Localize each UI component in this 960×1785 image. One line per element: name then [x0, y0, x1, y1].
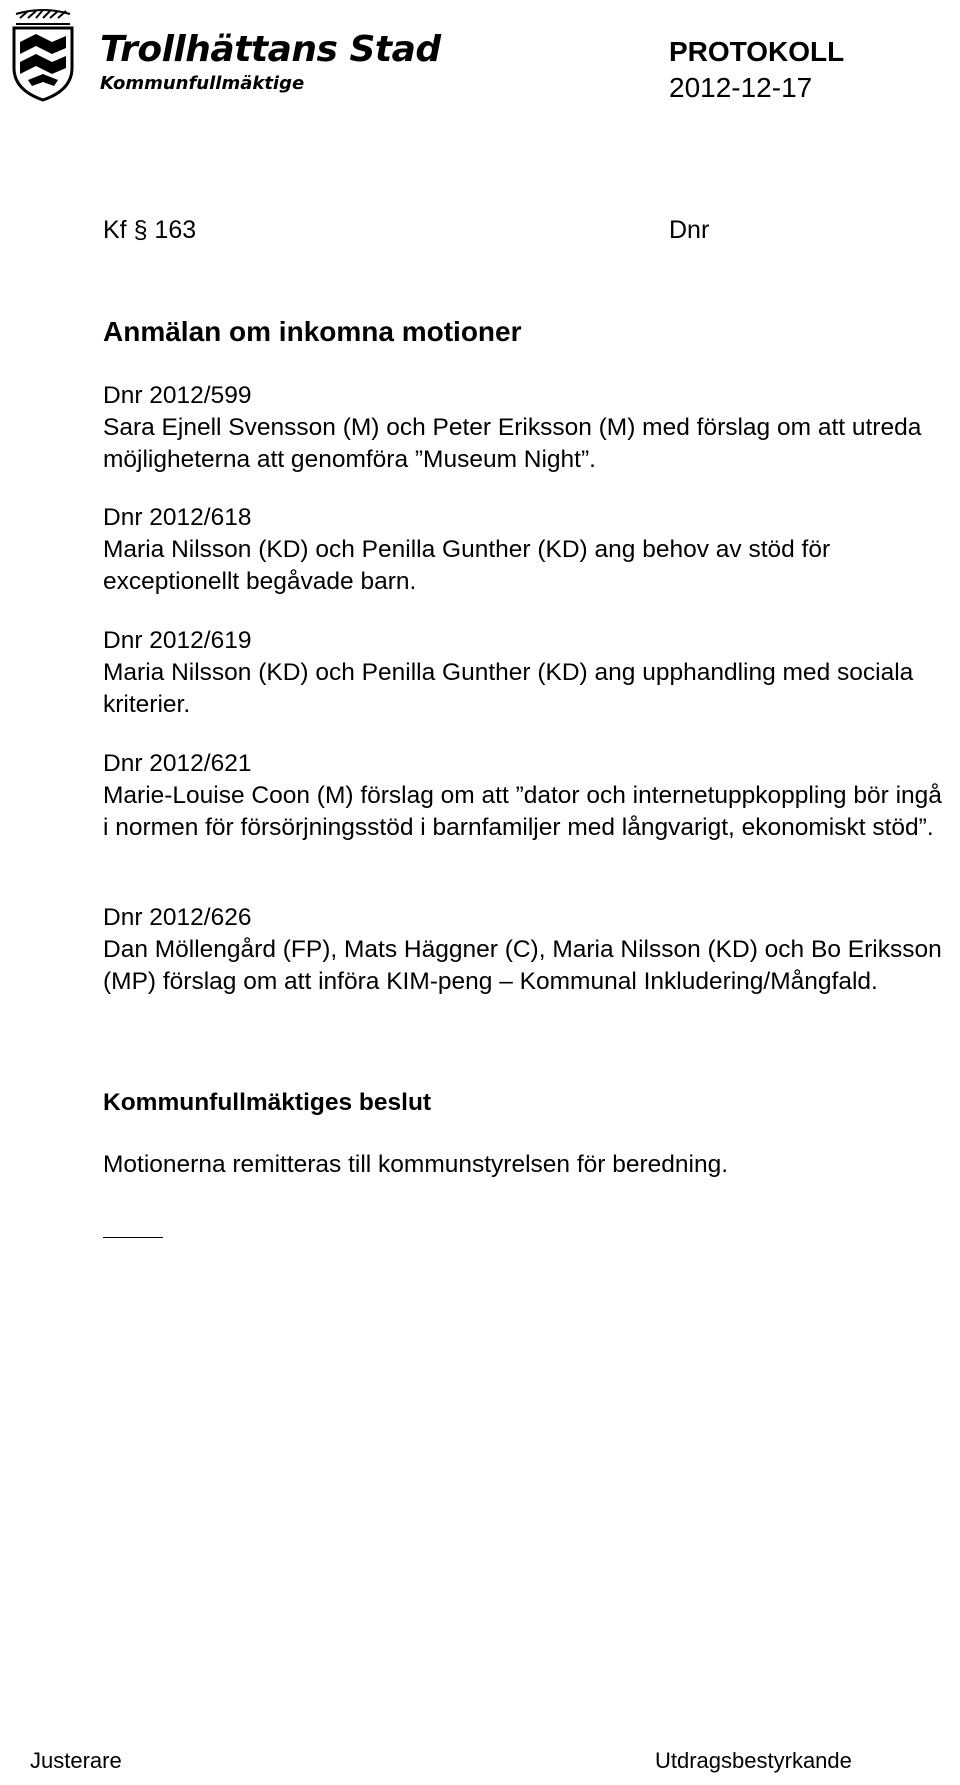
motion-text: Maria Nilsson (KD) och Penilla Gunther (KD) ang upphandling med sociala kriterier.	[103, 659, 914, 718]
motion-text: Maria Nilsson (KD) och Penilla Gunther (KD) ang behov av stöd för exceptionellt begåvade barn.	[103, 536, 831, 595]
motion-dnr: Dnr 2012/618	[103, 504, 252, 531]
org-unit: Kommunfullmäktige	[100, 73, 305, 94]
footer-utdragsbestyrkande: Utdragsbestyrkande	[655, 1748, 852, 1773]
motion-item	[103, 380, 943, 476]
paragraph-number: Kf § 163	[103, 216, 197, 244]
end-separator	[103, 1237, 163, 1238]
decision-text: Motionerna remitteras till kommunstyrelsen för beredning.	[103, 1151, 729, 1178]
motion-item	[103, 748, 943, 844]
org-name: Trollhättans Stad	[100, 29, 441, 70]
document-title: Anmälan om inkomna motioner	[103, 316, 522, 347]
decision-heading: Kommunfullmäktiges beslut	[103, 1089, 432, 1116]
document-type: PROTOKOLL	[669, 36, 845, 67]
motion-dnr: Dnr 2012/626	[103, 904, 252, 931]
dnr-label: Dnr	[669, 216, 710, 244]
motion-item	[103, 502, 943, 598]
motion-item	[103, 625, 943, 721]
document-date: 2012-12-17	[669, 72, 813, 103]
coat-of-arms-icon	[8, 8, 78, 103]
motion-dnr: Dnr 2012/621	[103, 750, 252, 777]
footer-justerare: Justerare	[30, 1748, 122, 1773]
motion-text: Dan Möllengård (FP), Mats Häggner (C), Maria Nilsson (KD) och Bo Eriksson (MP) förslag om att införa KIM-peng – Kommunal Inkludering/Mångfald.	[103, 936, 942, 995]
motion-text: Sara Ejnell Svensson (M) och Peter Eriksson (M) med förslag om att utreda möjligheterna att genomföra ”Museum Night”.	[103, 414, 922, 473]
motion-dnr: Dnr 2012/599	[103, 382, 252, 409]
motion-dnr: Dnr 2012/619	[103, 627, 252, 654]
motion-item	[103, 902, 943, 998]
motion-text: Marie-Louise Coon (M) förslag om att ”dator och internetuppkoppling bör ingå i normen för försörjningsstöd i barnfamiljer med långvarigt, ekonomiskt stöd”.	[103, 782, 942, 841]
